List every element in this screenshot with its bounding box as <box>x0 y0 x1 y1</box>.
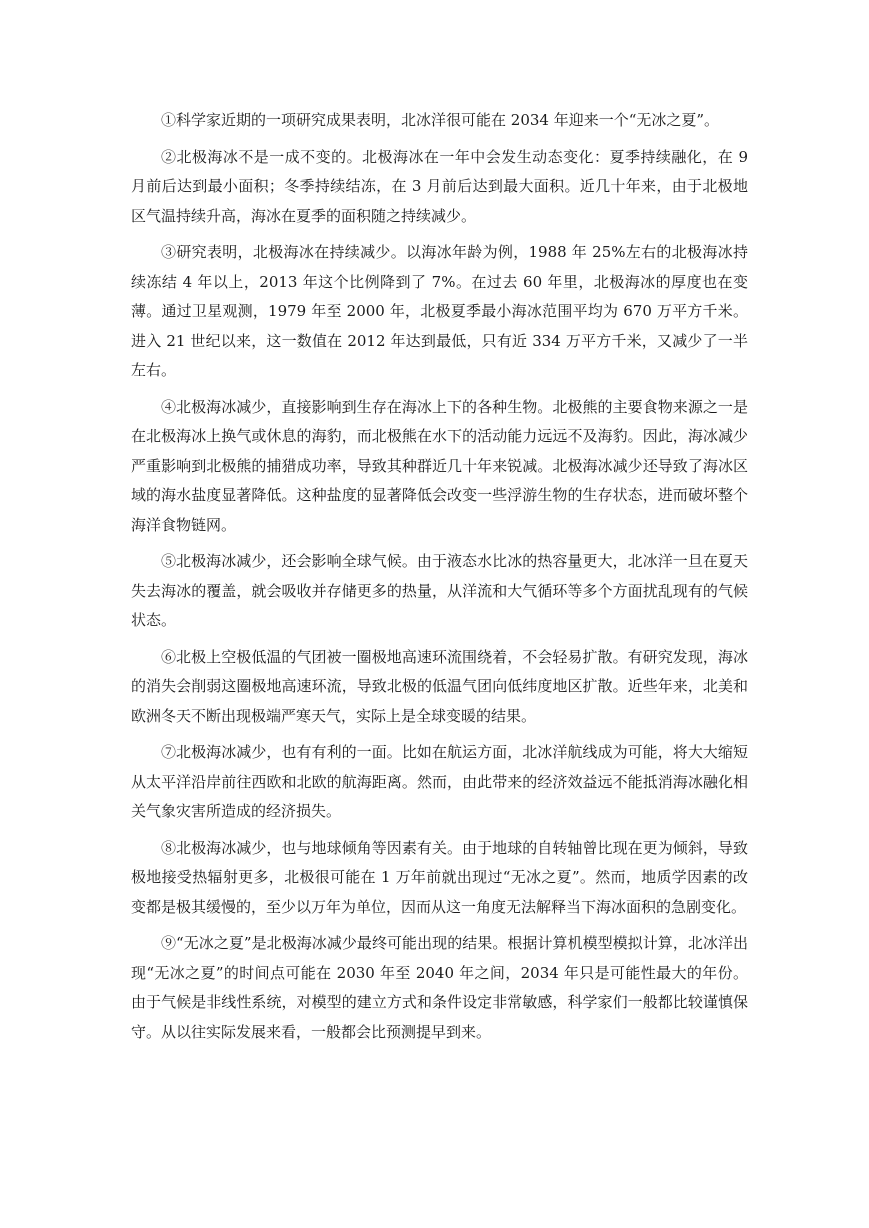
paragraph-5: ⑤北极海冰减少，还会影响全球气候。由于液态水比冰的热容量更大，北冰洋一旦在夏天失去海冰的覆盖，就会吸收并存储更多的热量，从洋流和大气循环等多个方面扰乱现有的气候状态。 <box>131 552 748 629</box>
paragraph-4: ④北极海冰减少，直接影响到生存在海冰上下的各种生物。北极熊的主要食物来源之一是在北极海冰上换气或休息的海豹，而北极熊在水下的活动能力远远不及海豹。因此，海冰减少严重影响到北极熊的捕猎成功率，导致其种群近几十年来锐减。北极海冰减少还导致了海冰区域的海水盐度显著降低。这种盐度的显著降低会改变一些浮游生物的生存状态，进而破坏整个海洋食物链网。 <box>131 397 748 534</box>
paragraph-3: ③研究表明，北极海冰在持续减少。以海冰年龄为例，1988 年 25%左右的北极海冰持续冻结 4 年以上，2013 年这个比例降到了 7%。在过去 60 年里，北极海冰的厚度也在变薄。通过卫星观测，1979 年至 2000 年，北极夏季最小海冰范围平均为 670 万平方千米。进入 21 世纪以来，这一数值在 2012 年达到最低，只有近 334 万平方千米，又减少了一半左右。 <box>131 243 748 379</box>
paragraph-2: ②北极海冰不是一成不变的。北极海冰在一年中会发生动态变化：夏季持续融化，在 9 月前后达到最小面积；冬季持续结冻，在 3 月前后达到最大面积。近几十年来，由于北极地区气温持续升高，海冰在夏季的面积随之持续减少。 <box>131 147 748 225</box>
paragraph-1: ①科学家近期的一项研究成果表明，北冰洋很可能在 2034 年迎来一个“无冰之夏”。 <box>161 111 720 129</box>
paragraph-8: ⑧北极海冰减少，也与地球倾角等因素有关。由于地球的自转轴曾比现在更为倾斜，导致极地接受热辐射更多，北极很可能在 1 万年前就出现过“无冰之夏”。然而，地质学因素的改变都是极其缓慢的，至少以万年为单位，因而从这一角度无法解释当下海冰面积的急剧变化。 <box>131 838 748 916</box>
paragraph-7: ⑦北极海冰减少，也有有利的一面。比如在航运方面，北冰洋航线成为可能，将大大缩短从太平洋沿岸前往西欧和北欧的航海距离。然而，由此带来的经济效益远不能抵消海冰融化相关气象灾害所造成的经济损失。 <box>131 743 748 820</box>
paragraph-9: ⑨“无冰之夏”是北极海冰减少最终可能出现的结果。根据计算机模型模拟计算，北冰洋出现“无冰之夏”的时间点可能在 2030 年至 2040 年之间，2034 年只是可能性最大的年份。由于气候是非线性系统，对模型的建立方式和条件设定非常敏感，科学家们一般都比较谨慎保守。从以往实际发展来看，一般都会比预测提早到来。 <box>131 934 748 1041</box>
article-body <box>131 106 748 1054</box>
paragraph-6: ⑥北极上空极低温的气团被一圈极地高速环流围绕着，不会轻易扩散。有研究发现，海冰的消失会削弱这圈极地高速环流，导致北极的低温气团向低纬度地区扩散。近些年来，北美和欧洲冬天不断出现极端严寒天气，实际上是全球变暖的结果。 <box>131 647 748 725</box>
